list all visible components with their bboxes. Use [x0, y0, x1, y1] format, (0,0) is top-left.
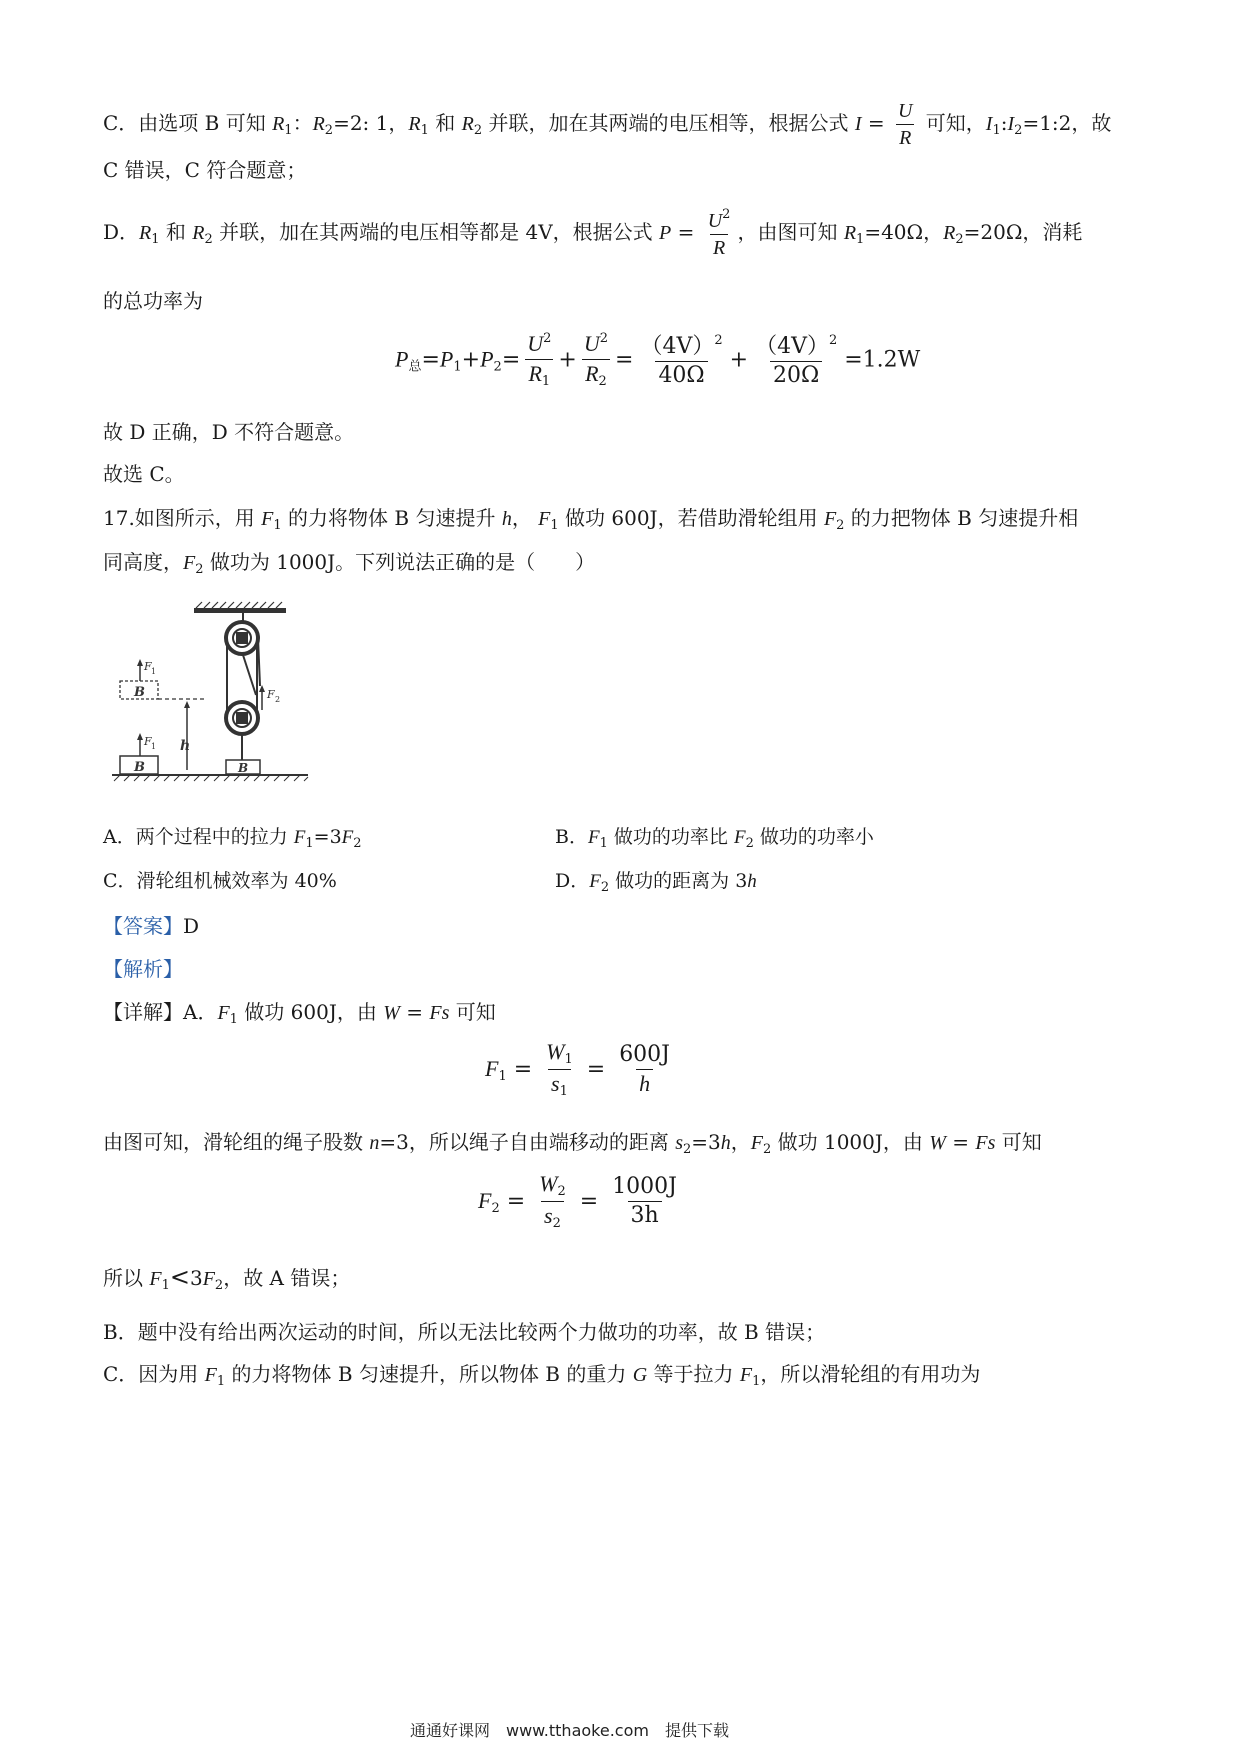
f2-arrow: [259, 685, 280, 710]
left-box: [120, 756, 158, 775]
formula-p-total: $P_总=P_1+P_2=$ $\frac{U^2}{R_1}$ + $\frac{U^2}{R_2}$ = $\frac{(4V)^2}{40\Omega}$ + $\frac{(4V)^2}{20\Omega}$ =1.2W: [395, 331, 921, 390]
svg-text:B: B: [238, 761, 249, 775]
pulley-figure: [110, 600, 320, 790]
svg-text:F: F: [144, 660, 152, 673]
conclusion-b-line: B．题中没有给出两次运动的时间，所以无法比较两个力做功的功率，故 B 错误；: [103, 1320, 826, 1344]
analysis-line: [103, 953, 183, 982]
height-marker: [180, 701, 190, 770]
answer-value: D: [183, 914, 200, 938]
movable-pulley: [226, 702, 258, 734]
answer-tag: 【答案】: [103, 914, 183, 938]
detail-tag: 【详解】: [103, 1000, 183, 1024]
f1-arrow-top: [137, 659, 156, 681]
line-option-d: D．$R_1$ 和 $R_2$ 并联，加在其两端的电压相等都是 4V，根据公式 P = $\frac{U^2}{R}$ ，由图可知 $R_1=40\Omega$，$R_2=20\Omega$，消耗: [103, 207, 1083, 259]
svg-text:B: B: [134, 760, 145, 775]
option-a[interactable]: A．两个过程中的拉力 $F_1=3F_2$: [103, 826, 362, 851]
svg-text:1: 1: [151, 742, 157, 751]
svg-text:1: 1: [151, 667, 157, 676]
line-d-total: 的总功率为: [103, 289, 203, 313]
svg-text:2: 2: [275, 695, 281, 704]
detail-line: 【详解】A．$F_1$ 做功 600J，由 W = Fs 可知: [103, 1000, 496, 1027]
svg-text:B: B: [134, 685, 145, 700]
rope-count-line: 由图可知，滑轮组的绳子股数 n=3，所以绳子自由端移动的距离 $s_2=3h$，$F_2$ 做功 1000J，由 W = Fs 可知: [103, 1130, 1042, 1157]
f1-arrow-bottom: [137, 733, 156, 756]
ground: [112, 775, 308, 781]
formula-i-frac: $\frac{U}{R}$: [897, 100, 913, 149]
svg-text:h: h: [180, 738, 191, 754]
svg-text:F: F: [267, 688, 275, 701]
answer-line: [103, 910, 199, 939]
line-d-conclusion: 故 D 正确，D 不符合题意。: [103, 420, 355, 444]
line-choose: 故选 C。: [103, 462, 185, 486]
analysis-tag: 【解析】: [103, 957, 183, 981]
right-box: [226, 760, 260, 775]
line-option-c: C．由选项 B 可知 $R_1$：$R_2=2$: 1，$R_1$ 和 $R_2$ 并联，加在其两端的电压相等，根据公式 I = $\frac{U}{R}$ 可知，$I_1:I_2=1:2$，故: [103, 100, 1112, 149]
page-footer: 通通好课网 www.tthaoke.com 提供下载: [410, 1721, 729, 1740]
option-c[interactable]: C．滑轮组机械效率为 40%: [103, 870, 337, 892]
var-r: R: [272, 113, 285, 135]
fixed-pulley: [226, 622, 258, 654]
line-c-conclusion: C 错误，C 符合题意；: [103, 158, 307, 182]
question-17: 17.如图所示，用 $F_1$ 的力将物体 B 匀速提升 h， $F_1$ 做功 600J，若借助滑轮组用 $F_2$ 的力把物体 B 匀速提升相: [103, 506, 1079, 533]
ceiling: [194, 602, 286, 613]
option-b[interactable]: B．$F_1$ 做功的功率比 $F_2$ 做功的功率小: [555, 826, 874, 851]
conclusion-c-line: C．因为用 $F_1$ 的力将物体 B 匀速提升，所以物体 B 的重力 G 等于拉力 $F_1$，所以滑轮组的有用功为: [103, 1362, 981, 1389]
option-d[interactable]: D．$F_2$ 做功的距离为 3h: [555, 870, 757, 895]
formula-f2: $F_2$ = $\frac{W_2}{s_2}$ = $\frac{1000J}{3h}$: [478, 1171, 677, 1232]
svg-text:F: F: [144, 735, 152, 748]
formula-f1: $F_1$ = $\frac{W_1}{s_1}$ = $\frac{600J}{h}$: [485, 1039, 670, 1100]
conclusion-a-line: 所以 $F_1<3F_2$，故 A 错误；: [103, 1263, 351, 1293]
question-17-cont: 同高度，$F_2$ 做功为 1000J。下列说法正确的是（ ）: [103, 550, 596, 577]
formula-p-frac: $\frac{U^2}{R}$: [707, 207, 731, 259]
left-box-dashed: [120, 681, 206, 700]
